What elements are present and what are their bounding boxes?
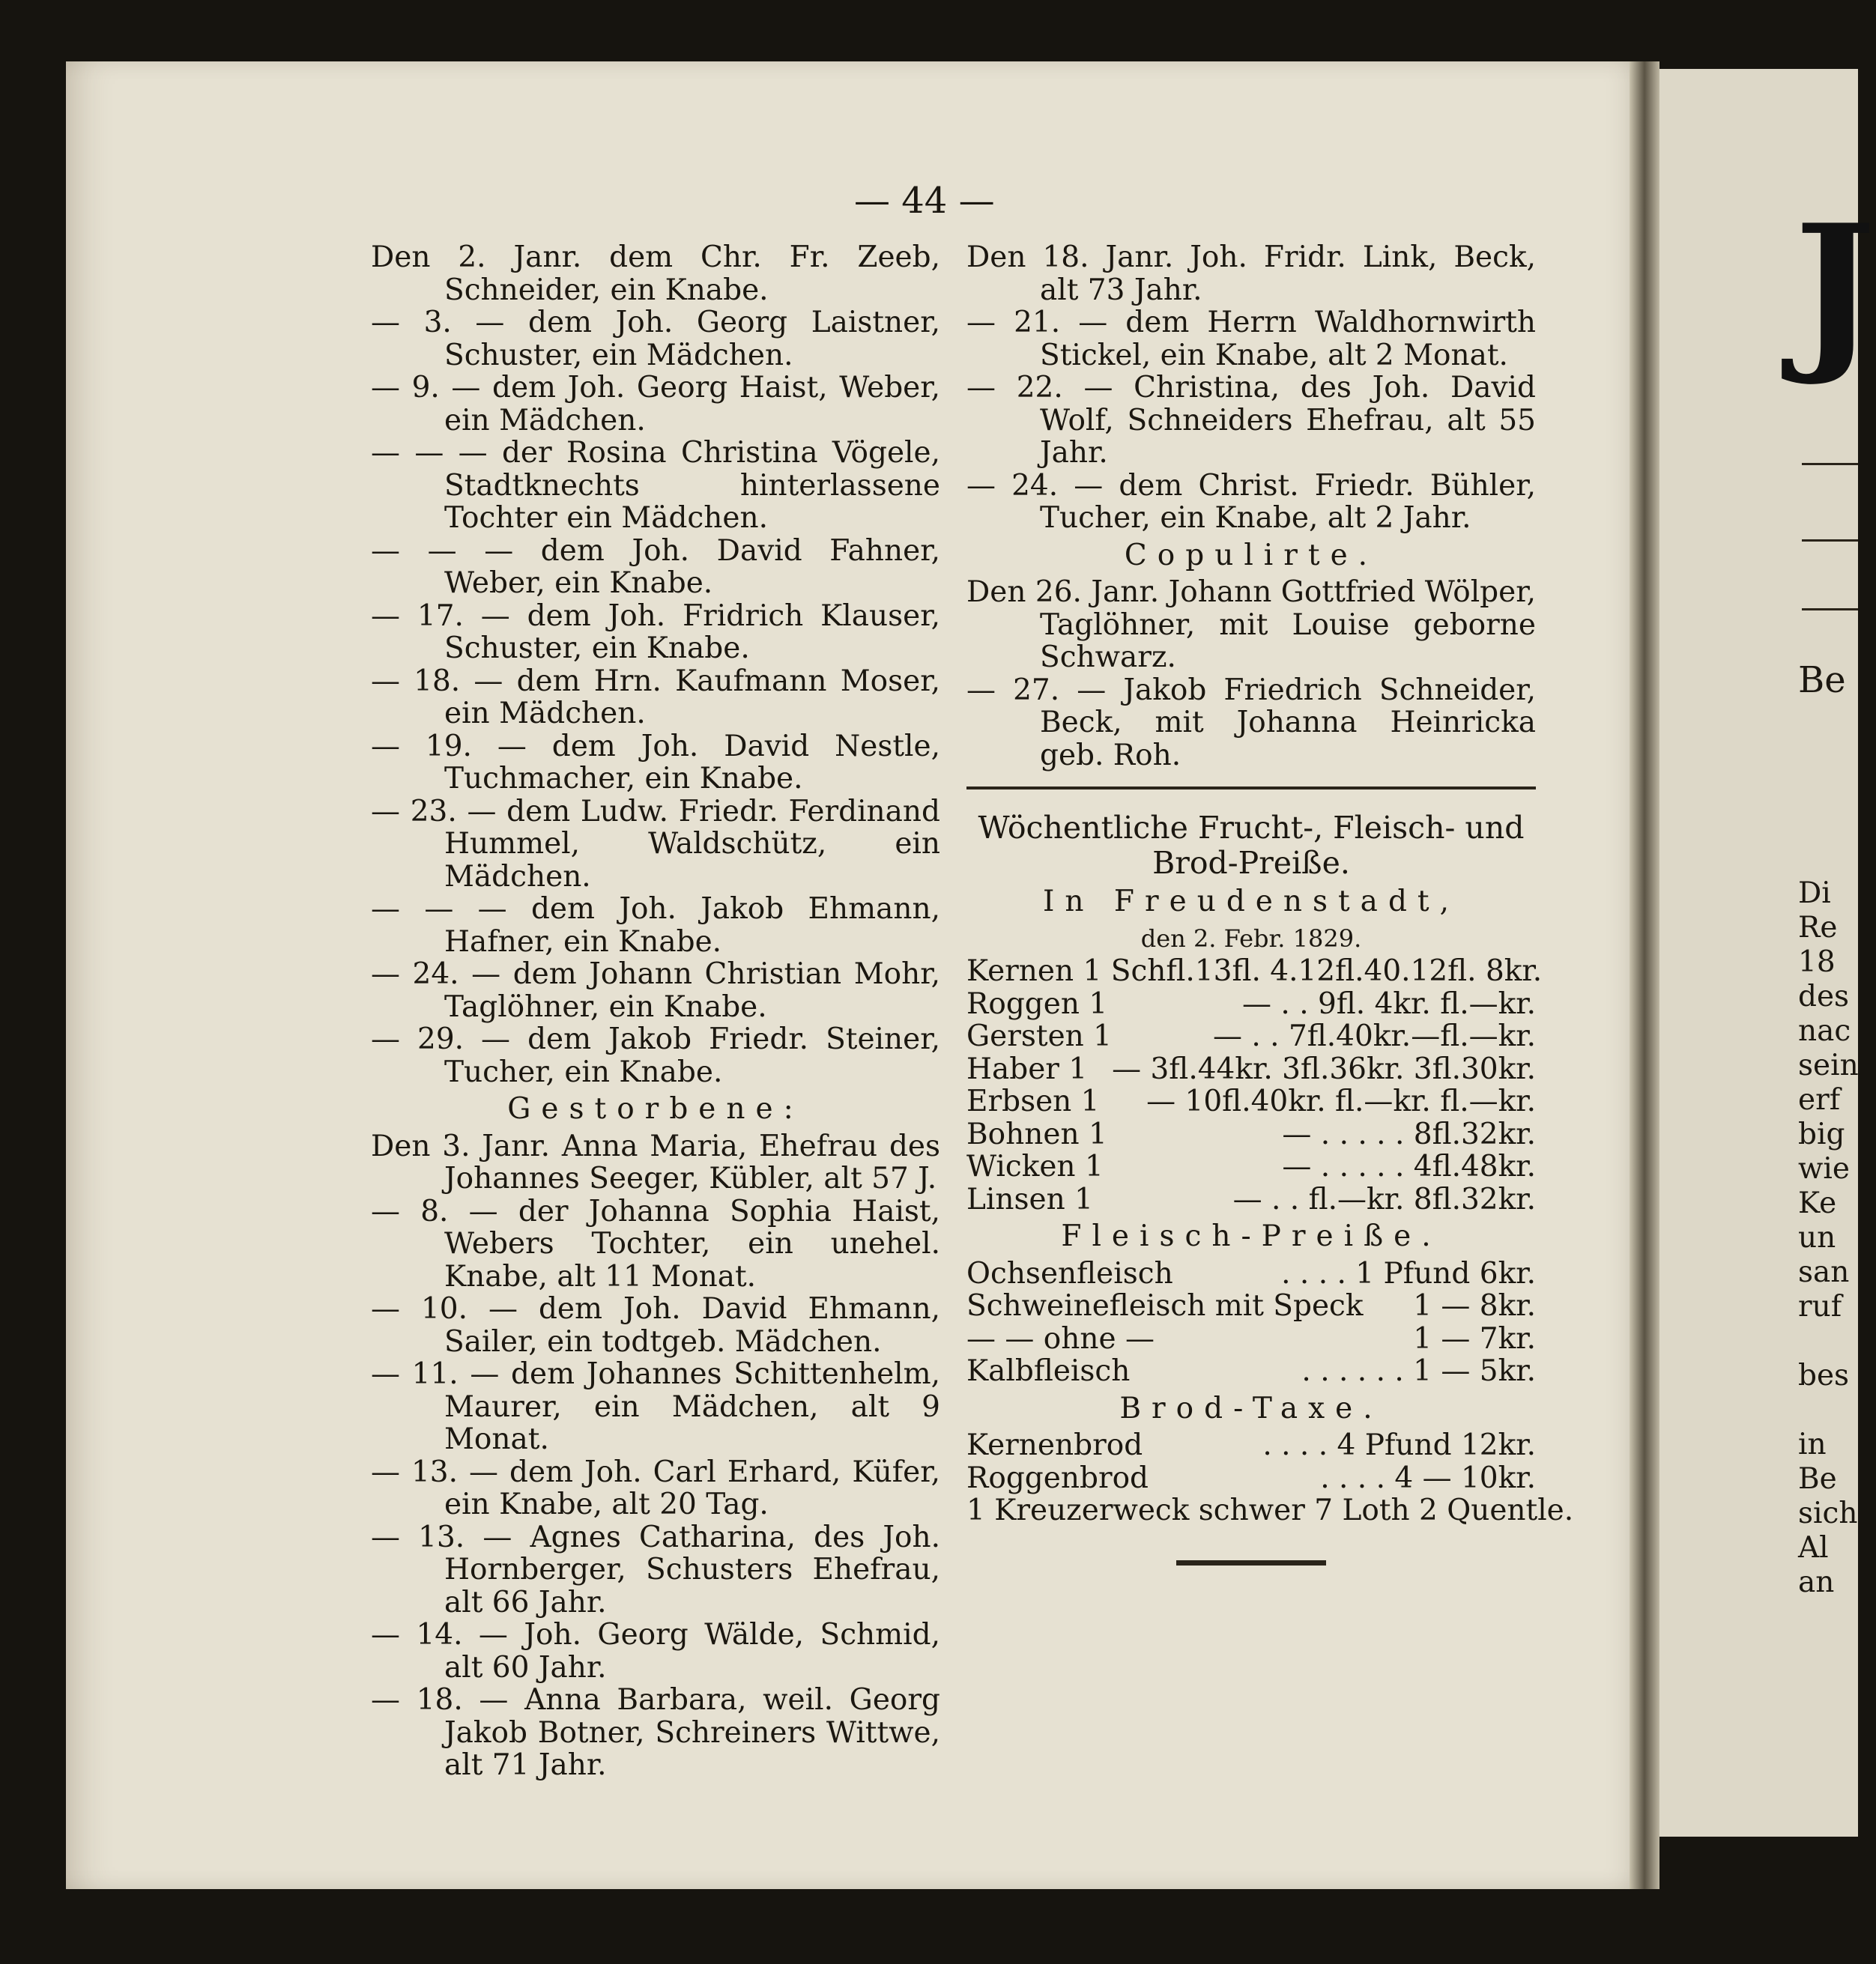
next-page-line [1798,1393,1858,1428]
register-entry: — 14. — Joh. Georg Wälde, Schmid, alt 60 Jahr. [371,1618,940,1685]
register-entry: — 22. — Christina, des Joh. David Wolf, Schneiders Ehefrau, alt 55 Jahr. [966,371,1536,470]
price-values: . . . . 1 Pfund 6kr. [1281,1256,1536,1291]
gestorbene-heading: Gestorbene: [507,1092,804,1126]
price-row [966,1118,1536,1151]
bread-price-table [966,1428,1574,1527]
price-row [966,1462,1536,1495]
price-item: Haber 1 [966,1052,1088,1086]
death-entries-continued [966,241,1536,535]
price-values: . . . . 4 Pfund 12kr. [1262,1428,1536,1462]
price-values: — . . . . . 8fl.32kr. [1282,1117,1536,1151]
register-entry: — 18. — dem Hrn. Kaufmann Moser, ein Mädchen. [371,664,940,730]
next-page-line: un [1798,1221,1836,1255]
price-row [966,1085,1536,1118]
price-values: — 3fl.44kr. 3fl.36kr. 3fl.30kr. [1112,1052,1536,1086]
price-item: 1 Kreuzerweck schwer 7 Loth 2 Quentle. [966,1494,1574,1527]
page-number: — 44 — [854,180,995,222]
price-row [966,1183,1536,1216]
next-page-line: wie [1798,1152,1850,1186]
register-entry: — — — dem Joh. David Fahner, Weber, ein Knabe. [371,533,940,600]
next-page-text [1798,876,1858,1600]
next-page-line: des [1798,980,1850,1013]
register-entry: — 19. — dem Joh. David Nestle, Tuchmacher, ein Knabe. [371,729,940,795]
register-entry: — 13. — Agnes Catharina, des Joh. Hornberger, Schusters Ehefrau, alt 66 Jahr. [371,1520,940,1619]
section-rule [966,786,1536,789]
price-item: Roggen 1 [966,986,1108,1021]
next-page-line: san [1798,1255,1850,1289]
price-item: Linsen 1 [966,1182,1093,1216]
register-entry: — 9. — dem Joh. Georg Haist, Weber, ein Mädchen. [371,371,940,437]
register-entry: Den 3. Janr. Anna Maria, Ehefrau des Johannes Seeger, Kübler, alt 57 J. [371,1129,940,1195]
price-item: Erbsen 1 [966,1085,1100,1118]
price-row [966,1290,1536,1323]
next-page-rule [1802,539,1858,542]
price-item: — — ohne — [966,1321,1155,1356]
register-entry: — 17. — dem Joh. Fridrich Klauser, Schuster, ein Knabe. [371,598,940,665]
next-page-rule [1802,608,1858,610]
next-page-initial: J [1794,187,1876,390]
register-entry: — 3. — dem Joh. Georg Laistner, Schuster, ein Mädchen. [371,306,940,372]
next-page-fragment: Be [1798,659,1846,701]
price-row [966,1053,1536,1086]
register-entry: — — — der Rosina Christina Vögele, Stadtknechts hinterlassene Tochter ein Mädchen. [371,436,940,535]
next-page-line: Re [1798,911,1838,945]
register-entry: — — — dem Joh. Jakob Ehmann, Hafner, ein Knabe. [371,892,940,959]
next-page-line: bes [1798,1359,1850,1392]
price-item: Wicken 1 [966,1150,1104,1183]
price-item: Kernenbrod [966,1428,1143,1462]
fleisch-heading: Fleisch-Preiße. [1061,1219,1441,1253]
price-row [966,1494,1574,1527]
marriage-entries [966,576,1536,772]
price-item: Bohnen 1 [966,1117,1107,1151]
register-entry: — 27. — Jakob Friedrich Schneider, Beck, mit Johanna Heinricka geb. Roh. [966,673,1536,772]
next-page-line: ruf [1798,1290,1842,1324]
next-page-line: 18 [1798,945,1836,979]
price-values: 1 — 7kr. [1413,1321,1536,1356]
book-gutter [1630,61,1659,1889]
register-entry: — 10. — dem Joh. David Ehmann, Sailer, ein todtgeb. Mädchen. [371,1292,940,1359]
death-entries [371,1130,940,1782]
next-page-line: erf [1798,1083,1841,1117]
prices-title-line-1: Wöchentliche Frucht-, Fleisch- und [978,810,1525,846]
register-entry: Den 18. Janr. Joh. Fridr. Link, Beck, alt 73 Jahr. [966,240,1536,307]
right-column [966,240,1574,1566]
price-row [966,1020,1536,1053]
next-page-line [1798,1324,1858,1359]
birth-entries [371,241,940,1088]
next-page-line: Al [1798,1531,1829,1565]
register-entry: — 29. — dem Jakob Friedr. Steiner, Tucher, ein Knabe. [371,1022,940,1089]
price-row [966,954,1543,988]
price-values: — . . . . . 4fl.48kr. [1282,1150,1536,1183]
price-row [966,1323,1536,1356]
price-row [966,988,1536,1021]
price-values: — . . 7fl.40kr.—fl.—kr. [1212,1019,1536,1053]
register-entry: — 24. — dem Christ. Friedr. Bühler, Tucher, ein Knabe, alt 2 Jahr. [966,468,1536,535]
next-page-line: an [1798,1566,1835,1599]
place-heading: In Freudenstadt, [1043,885,1459,918]
register-entry: Den 26. Janr. Johann Gottfried Wölper, Taglöhner, mit Louise geborne Schwarz. [966,575,1536,674]
price-values: 1 — 8kr. [1413,1289,1536,1323]
next-page-line: Ke [1798,1186,1837,1220]
price-values: — . . 9fl. 4kr. fl.—kr. [1242,986,1536,1021]
price-row [966,1258,1536,1291]
register-entry: — 13. — dem Joh. Carl Erhard, Küfer, ein Knabe, alt 20 Tag. [371,1455,940,1521]
price-values: . . . . . . 1 — 5kr. [1301,1354,1536,1388]
price-row [966,1151,1536,1183]
next-page-line: Be [1798,1462,1837,1496]
price-values: . . . . 4 — 10kr. [1320,1461,1536,1495]
prices-title-line-2: Brod-Preiße. [1152,845,1350,881]
register-entry: — 11. — dem Johannes Schittenhelm, Maurer, ein Mädchen, alt 9 Monat. [371,1357,940,1456]
register-entry: — 8. — der Johanna Sophia Haist, Webers Tochter, ein unehel. Knabe, alt 11 Monat. [371,1194,940,1294]
price-row [966,1355,1536,1388]
price-item: Ochsenfleisch [966,1256,1173,1291]
left-column [371,241,940,1782]
register-entry: — 23. — dem Ludw. Friedr. Ferdinand Hummel, Waldschütz, ein Mädchen. [371,794,940,894]
price-row [966,1429,1536,1462]
register-entry: — 18. — Anna Barbara, weil. Georg Jakob Botner, Schreiners Wittwe, alt 71 Jahr. [371,1683,940,1782]
price-item: Kernen 1 Schfl. [966,954,1195,988]
next-page-line: in [1798,1428,1827,1461]
register-entry: — 24. — dem Johann Christian Mohr, Taglöhner, ein Knabe. [371,957,940,1024]
next-page-line: big [1798,1118,1845,1151]
price-values: — 10fl.40kr. fl.—kr. fl.—kr. [1146,1085,1536,1118]
price-item: Kalbfleisch [966,1354,1131,1388]
price-item: Schweinefleisch mit Speck [966,1289,1364,1323]
next-page-line: nac [1798,1014,1851,1048]
price-date: den 2. Febr. 1829. [1140,924,1362,953]
price-item: Roggenbrod [966,1461,1149,1495]
meat-price-table [966,1258,1536,1388]
register-entry: Den 2. Janr. dem Chr. Fr. Zeeb, Schneider, ein Knabe. [371,240,940,307]
price-values: — . . fl.—kr. 8fl.32kr. [1232,1182,1536,1216]
copulirte-heading: Copulirte. [1124,538,1379,572]
grain-price-table [966,954,1543,1216]
next-page-line: Di [1798,876,1831,910]
end-rule [1176,1560,1326,1566]
price-values: 13fl. 4.12fl.40.12fl. 8kr. [1194,954,1543,988]
next-page-line: sein [1798,1049,1859,1082]
price-item: Gersten 1 [966,1019,1112,1053]
next-page-rule [1802,463,1858,465]
register-entry: — 21. — dem Herrn Waldhornwirth Stickel, ein Knabe, alt 2 Monat. [966,306,1536,372]
brod-heading: Brod-Taxe. [1119,1391,1383,1425]
next-page-line: sich [1798,1497,1858,1530]
